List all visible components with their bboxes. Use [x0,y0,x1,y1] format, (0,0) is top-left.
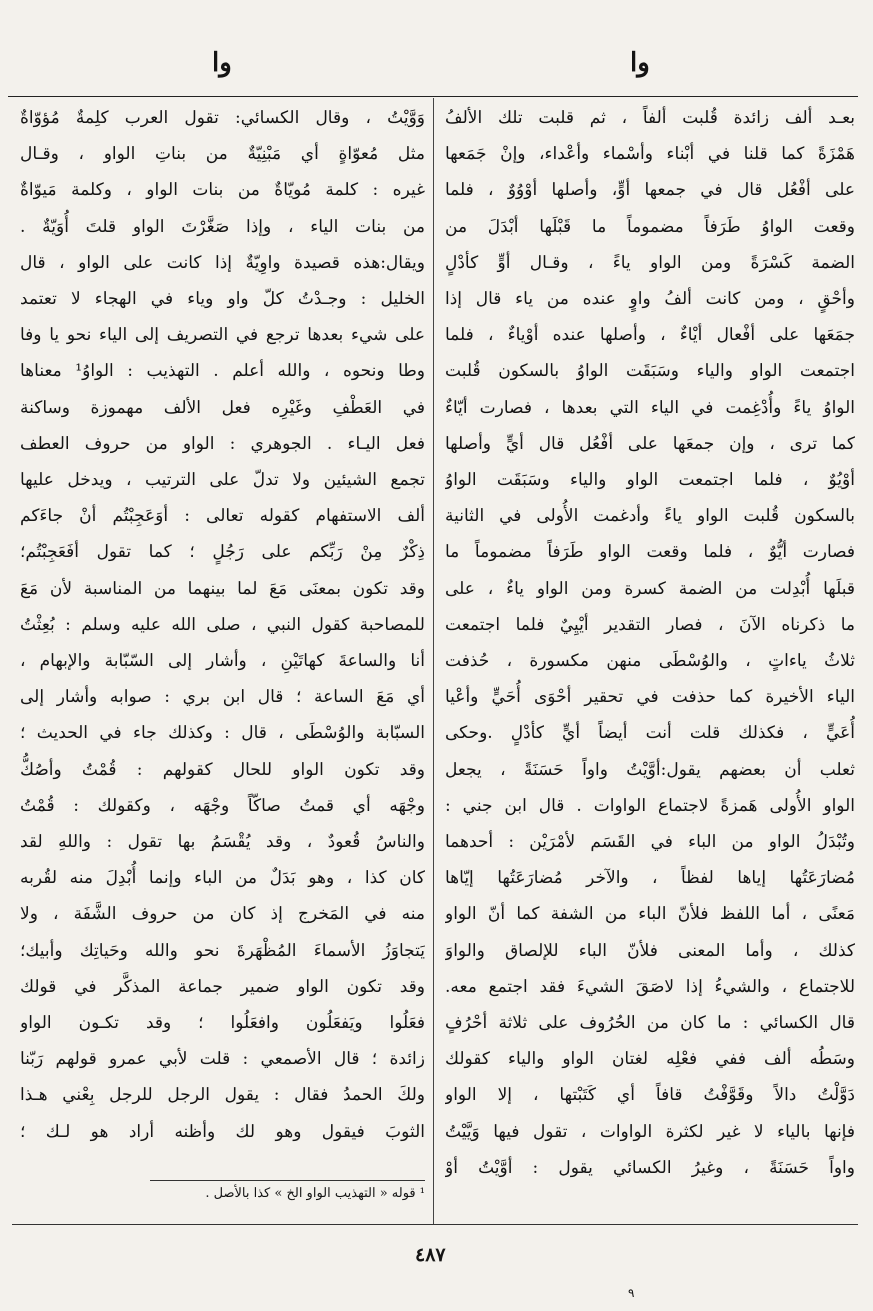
text-line: اجتمعت الواو والياء وسَبَقَت الواوُ بالسكون قُلبت [445,361,855,382]
text-line: جمَعَها على أفْعال أيْاءٌ ، وأصلها عنده أوْياءٌ ، فلما [445,325,855,346]
text-line: ثعلب أن بعضهم يقول:أوَّيْتُ واواً حَسَنَةً ، يجعل [445,759,855,780]
text-line: قبلَها أُبْدِلت من الضمة كسرة ومن الواو ياءٌ ، على [445,578,855,599]
text-line: السبّابة والوُسْطَى ، قال : وكذلك جاء في الحديث ؛ [20,723,425,744]
running-head-right: وا [630,48,650,78]
text-line: دَوَّلْتُ دالاً وقَوَّفْتُ قافاً أي كَتَبْتها ، إلا الواو [445,1085,855,1106]
text-line: منه في المَخرج إذ كان من حروف الشَّفَة ، ولا [20,904,425,925]
text-line: ولكَ الحمدُ فقال : يقول الرجل للرجل بِعْني هـذا [20,1085,425,1106]
text-line: مُضارَعَتُها إياها لفظاً ، والآخر مُضارَعَتُها إيّاها [445,868,855,889]
header-rule [8,96,858,97]
text-line: وسَطُه ألف ففي فعْلِه لغتان الواو والياء كقولك [445,1049,855,1070]
text-line: الثوبَ فيقول وهو لك وأظنه أراد هو لـك ؛ [20,1121,425,1142]
text-line: ويقال:هذه قصيدة واوِيّةٌ إذا كانت على الواو ، قال [20,252,425,273]
footnote-rule [150,1180,425,1181]
text-line: أي مَعَ الساعة ؛ قال ابن بري : صوابه وأشار إلى [20,687,425,708]
text-line: ذِكْرٌ مِنْ رَبِّكم على رَجُلٍ ؛ كما تقول أفَعَجِبْتُم؛ [20,542,425,563]
text-line: للمصاحبة كقول النبي ، صلى الله عليه وسلم : بُعِثْتُ [20,614,425,635]
text-line: وَوَّيْتُ ، وقال الكسائي: تقول العرب كلِمةٌ مُؤوّاةٌ [20,108,425,128]
text-line: كان كذا ، وهو بَدَلٌ من الباء وإنما أُبْدِلَ منه لقُربه [20,868,425,889]
text-line: أوْيُوٌ ، فلما اجتمعت الواو والياء وسَبَقَت الواوُ [445,470,855,491]
text-line: بالسكون قُلبت الواو ياءً وأدغمت الأُولى في الثانية [445,506,855,527]
text-line: مثل مُعوّاةٍ أي مَبْنِيّةٌ من بناتِ الواو ، وقـال [20,144,425,165]
text-line: الخليل : وجـدْتُ كلّ واو وياء في الهجاء لا تعتمد [20,289,425,310]
text-line: مَعنًى ، أما اللفظ فلأنّ الباء من الشفة كما أنّ الواو [445,904,855,925]
text-line: الضمة كَسْرَةً ومن الواو ياءً ، وقـال أوٍّ كأدْلٍ [445,252,855,273]
text-line: ثلاثُ ياءاتٍ ، والوُسْطَى منهن مكسورة ، حُذفت [445,651,855,672]
text-line: زائدة ؛ قال الأصمعي : قلت لأبي عمرو قولهم رَبّنا [20,1049,425,1070]
text-line: وجْهَه أي قمتُ صاكّاً وجْهَه ، وكقولك : قُمْتُ [20,795,425,816]
text-line: كما ترى ، وإن جمعَها على أفْعُل قال أيٍّ وأصلها [445,433,855,454]
text-line: والناسُ قُعودٌ ، وقد يُقْسَمُ بها تقول : واللهِ لقد [20,832,425,853]
signature-mark: ٩ [628,1286,635,1300]
text-line: الواوُ ياءً وأُدْغِمت في الياء التي بعدها ، فصارت أيّاءٌ [445,397,855,418]
text-line: وطا ونحوه ، والله أعلم . التهذيب : الواوُ¹ معناها [20,361,425,382]
text-line: على شيء بعدها ترجع في التصريف إلى الياء نحو يا وفا [20,325,425,346]
text-line: ألف الاستفهام كقوله تعالى : أوَعَجِبْتُم أنْ جاءَكم [20,506,425,527]
text-line: من بنات الياء ، وإذا صَغَّرْتَ الواو قلتَ أُوَيّةٌ . [20,216,425,237]
text-line: تجمع الشيئين ولا تدلّ على الترتيب ، ويدخل عليها [20,470,425,491]
column-divider [433,98,434,1224]
text-line: أنا والساعةَ كهاتَيْنِ ، وأشار إلى السّبّابة والإبهام ، [20,651,425,672]
text-line: قال الكسائي : ما كان من الحُرُوف على ثلاثة أحْرُفٍ [445,1013,855,1034]
text-line: الياء الأخيرة كما حذفت في تحقير أحْوَى أُحَيٍّ وأعْيا [445,687,855,708]
text-line: ما ذكرناه الآنَ ، فصار التقدير أيْيِيٌ فلما اجتمعت [445,614,855,635]
text-line: يَتجاوَزُ الأسماءَ المُظْهَرةَ نحو والله وحَياتِك وأبيك؛ [20,940,425,961]
text-line: واواً حَسَنَةً ، وغيرُ الكسائي يقول : أوَّيْتُ أوْ [445,1157,855,1178]
right-text-column [445,100,855,1215]
text-line: وقد تكون بمعنَى مَعَ لما بينهما من المناسبة لأن مَعَ [20,578,425,599]
text-line: هَمْزَةً كما قلنا في أبْناء وأسْماء وأعْداء، وإنْ جَمَعها [445,144,855,165]
text-line: كذلك ، وأما المعنى فلأنّ الباء للإلصاق والواوَ [445,940,855,961]
text-line: بعـد ألف زائدة قُلبت ألفاً ، ثم قلبت تلك الألفُ [445,108,855,128]
text-line: للاجتماع ، والشيءُ إذا لاصَقَ الشيءَ فقد اجتمع معه. [445,976,855,997]
text-line: فعَلُوا ويَفعَلُون وافعَلُوا ؛ وقد تكـون الواو [20,1013,425,1034]
left-text-column [20,100,425,1215]
text-line: فعل اليـاء . الجوهري : الواو من حروف العطف [20,433,425,454]
text-line: فإنها بالياء لا غير لكثرة الواوات ، تقول فيها وَيَّيْتُ [445,1121,855,1142]
text-line: وقعت الواوُ طَرَفاً مضموماً ما قَبْلَها أبْدَلَ من [445,216,855,237]
footnote: ¹ قوله « التهذيب الواو الخ » كذا بالأصل . [205,1186,425,1201]
text-line: فصارت أيُّوٌ ، فلما وقعت الواو طَرَفاً مضموماً ما [445,542,855,563]
text-line: على أفْعُل قال في جمعها أوٍّ، وأصلها أوْوُوٌ ، فلما [445,180,855,201]
text-line: أُعَيٍّ ، فكذلك قلت أنت أيضاً أيٍّ كأدْلٍ .وحكى [445,723,855,744]
text-line: وأحْقٍ ، ومن كانت ألفُ واوٍ عنده من ياء قال إذا [445,289,855,310]
text-line: الواو الأُولى هَمزةً لاجتماع الواوات . قال ابن جني : [445,795,855,816]
text-line: غيره : كلمة مُويّاةٌ من بنات الواو ، وكلمة مَيوّاةٌ [20,180,425,201]
text-line: وقد تكون الواو للحال كقولهم : قُمْتُ وأصُكُّ [20,759,425,780]
text-line: في العَطْفِ وغَيْرِه فعل الألف مهموزة وساكنة [20,397,425,418]
page-number: ٤٨٧ [415,1244,446,1266]
text-line: وقد تكون الواو ضمير جماعة المذكَّر في قولك [20,976,425,997]
running-head-left: وا [212,48,232,78]
footer-rule [12,1224,858,1225]
text-line: وتُبْدَلُ الواو من الباء في القَسَم لأمْرَيْن : أحدهما [445,832,855,853]
